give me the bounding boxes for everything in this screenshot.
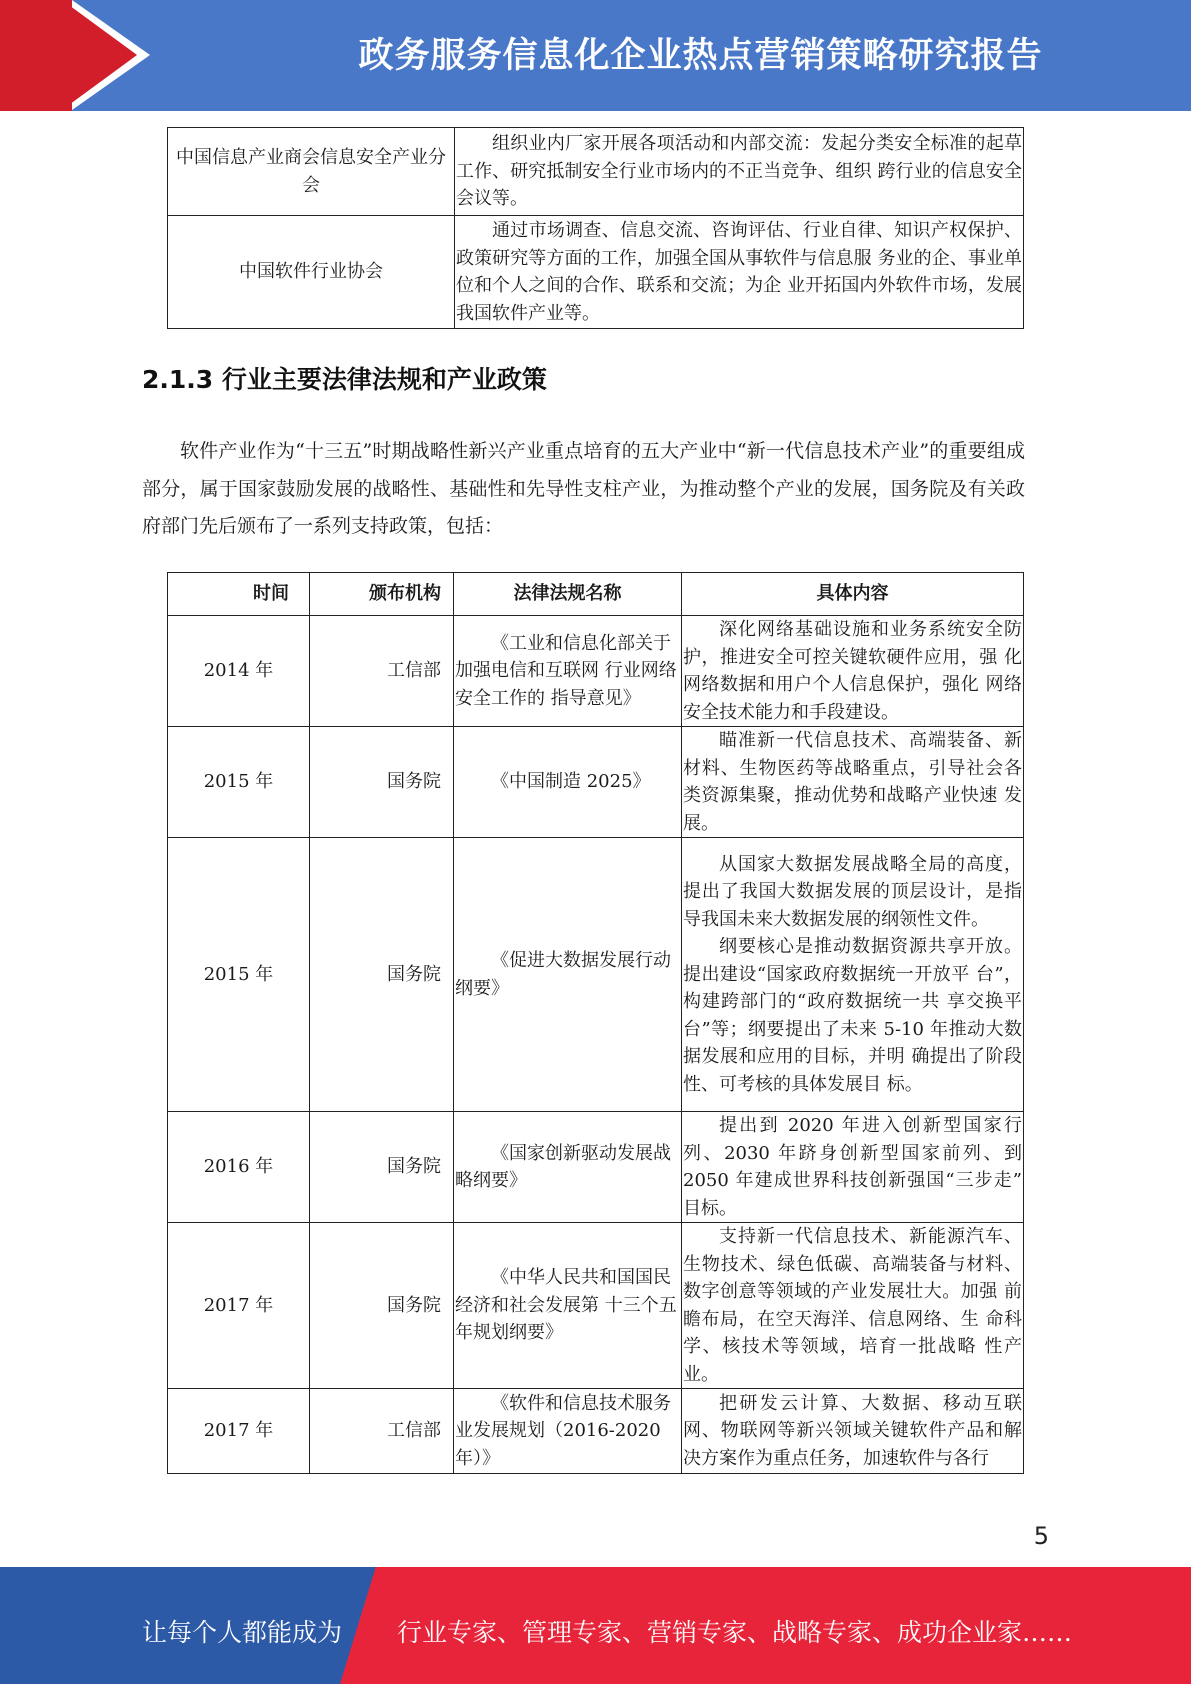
policy-table — [167, 572, 1024, 1474]
section-paragraph: 软件产业作为“十三五”时期战略性新兴产业重点培育的五大产业中“新一代信息技术产业”的重要组成部分，属于国家鼓励发展的战略性、基础性和先导性支柱产业，为推动整个产业的发展，国务院及有关政府部门先后颁布了一系列支持政策，包括： — [142, 440, 1025, 537]
column-header-time: 时间 — [168, 573, 310, 616]
column-header-content: 具体内容 — [682, 573, 1024, 616]
content-paragraph: 支持新一代信息技术、新能源汽车、生物技术、绿色低碳、高端装备与材料、 数字创意等领域的产业发展壮大。加强 前瞻布局，在空天海洋、信息网络、生 命科学、核技术等领域，培育一批战略 性产业。 — [683, 1226, 1022, 1385]
cell-org: 国务院 — [310, 1112, 454, 1223]
table-header-row — [168, 573, 1024, 616]
header-red-chevron — [62, 0, 137, 110]
page-footer — [0, 1567, 1191, 1684]
org-description: 通过市场调查、信息交流、咨询评估、行业自律、知识产权保护、政策研究等方面的工作，加强全国从事软件与信息服 务业的企、事业单位和个人之间的合作、联系和交流；为企 业开拓国内外软件市场，发展我国软件产业等。 — [455, 216, 1024, 329]
cell-time: 2016 年 — [168, 1112, 310, 1223]
cell-content — [682, 1389, 1024, 1474]
cell-content — [682, 1112, 1024, 1223]
org-name: 中国信息产业商会信息安全产业分会 — [168, 128, 455, 216]
footer-slogan-left: 让每个人都能成为 — [142, 1618, 343, 1647]
cell-law-name: 《促进大数据发展行动纲要》 — [454, 838, 682, 1112]
content-paragraph: 把研发云计算、大数据、移动互联网、物联网等新兴领域关键软件产品和解 决方案作为重点任务，加速软件与各行 — [683, 1392, 1022, 1469]
cell-time: 2015 年 — [168, 727, 310, 838]
policy-table-body — [168, 616, 1024, 1474]
cell-org: 国务院 — [310, 727, 454, 838]
content-paragraph: 纲要核心是推动数据资源共享开放。提出建设“国家政府数据统一开放平 台”，构建跨部门的“政府数据统一共 享交换平台”等；纲要提出了未来 5-10 年推动大数据发展和应用的目标，并明 确提出了阶段性、可考核的具体发展目 标。 — [683, 936, 1022, 1095]
table-row — [168, 838, 1024, 1112]
cell-law-name: 《工业和信息化部关于加强电信和互联网 行业网络安全工作的 指导意见》 — [454, 616, 682, 727]
content-paragraph: 从国家大数据发展战略全局的高度，提出了我国大数据发展的顶层设计，是指 导我国未来大数据发展的纲领性文件。 — [683, 853, 1022, 930]
column-header-org: 颁布机构 — [310, 573, 454, 616]
cell-time: 2015 年 — [168, 838, 310, 1112]
cell-org: 国务院 — [310, 1223, 454, 1389]
cell-content — [682, 1223, 1024, 1389]
cell-time: 2014 年 — [168, 616, 310, 727]
section-heading: 2.1.3 行业主要法律法规和产业政策 — [142, 365, 547, 394]
table-row — [168, 1223, 1024, 1389]
org-description: 组织业内厂家开展各项活动和内部交流：发起分类安全标准的起草工作、研究抵制安全行业市场内的不正当竞争、组织 跨行业的信息安全会议等。 — [455, 128, 1024, 216]
column-header-law: 法律法规名称 — [454, 573, 682, 616]
organizations-table — [167, 127, 1024, 329]
cell-law-name: 《中国制造 2025》 — [454, 727, 682, 838]
table-row — [168, 727, 1024, 838]
table-row — [168, 1389, 1024, 1474]
header-title: 政务服务信息化企业热点营销策略研究报告 — [358, 36, 1043, 76]
table-row — [168, 1112, 1024, 1223]
content-paragraph: 深化网络基础设施和业务系统安全防护，推进安全可控关键软硬件应用，强 化网络数据和用户个人信息保护，强化 网络安全技术能力和手段建设。 — [683, 619, 1022, 723]
cell-law-name: 《国家创新驱动发展战略纲要》 — [454, 1112, 682, 1223]
content-paragraph: 提出到 2020 年进入创新型国家行列、2030 年跻身创新型国家前列、到 2050 年建成世界科技创新强国“三步走” 目标。 — [683, 1115, 1022, 1219]
cell-org: 工信部 — [310, 616, 454, 727]
table-row — [168, 616, 1024, 727]
cell-content — [682, 727, 1024, 838]
content-paragraph: 瞄准新一代信息技术、高端装备、新材料、生物医药等战略重点，引导社会各 类资源集聚，推动优势和战略产业快速 发展。 — [683, 730, 1022, 834]
footer-slogan-right: 行业专家、管理专家、营销专家、战略专家、成功企业家…… — [397, 1618, 1073, 1647]
page-header — [0, 0, 1191, 111]
cell-time: 2017 年 — [168, 1389, 310, 1474]
cell-org: 工信部 — [310, 1389, 454, 1474]
table-row — [168, 216, 1024, 329]
cell-content — [682, 616, 1024, 727]
page-number: 5 — [1033, 1522, 1049, 1550]
org-name: 中国软件行业协会 — [168, 216, 455, 329]
table-row — [168, 128, 1024, 216]
cell-law-name: 《软件和信息技术服务业发展规划（2016-2020 年）》 — [454, 1389, 682, 1474]
cell-org: 国务院 — [310, 838, 454, 1112]
cell-law-name: 《中华人民共和国国民经济和社会发展第 十三个五年规划纲要》 — [454, 1223, 682, 1389]
cell-content — [682, 838, 1024, 1112]
cell-time: 2017 年 — [168, 1223, 310, 1389]
